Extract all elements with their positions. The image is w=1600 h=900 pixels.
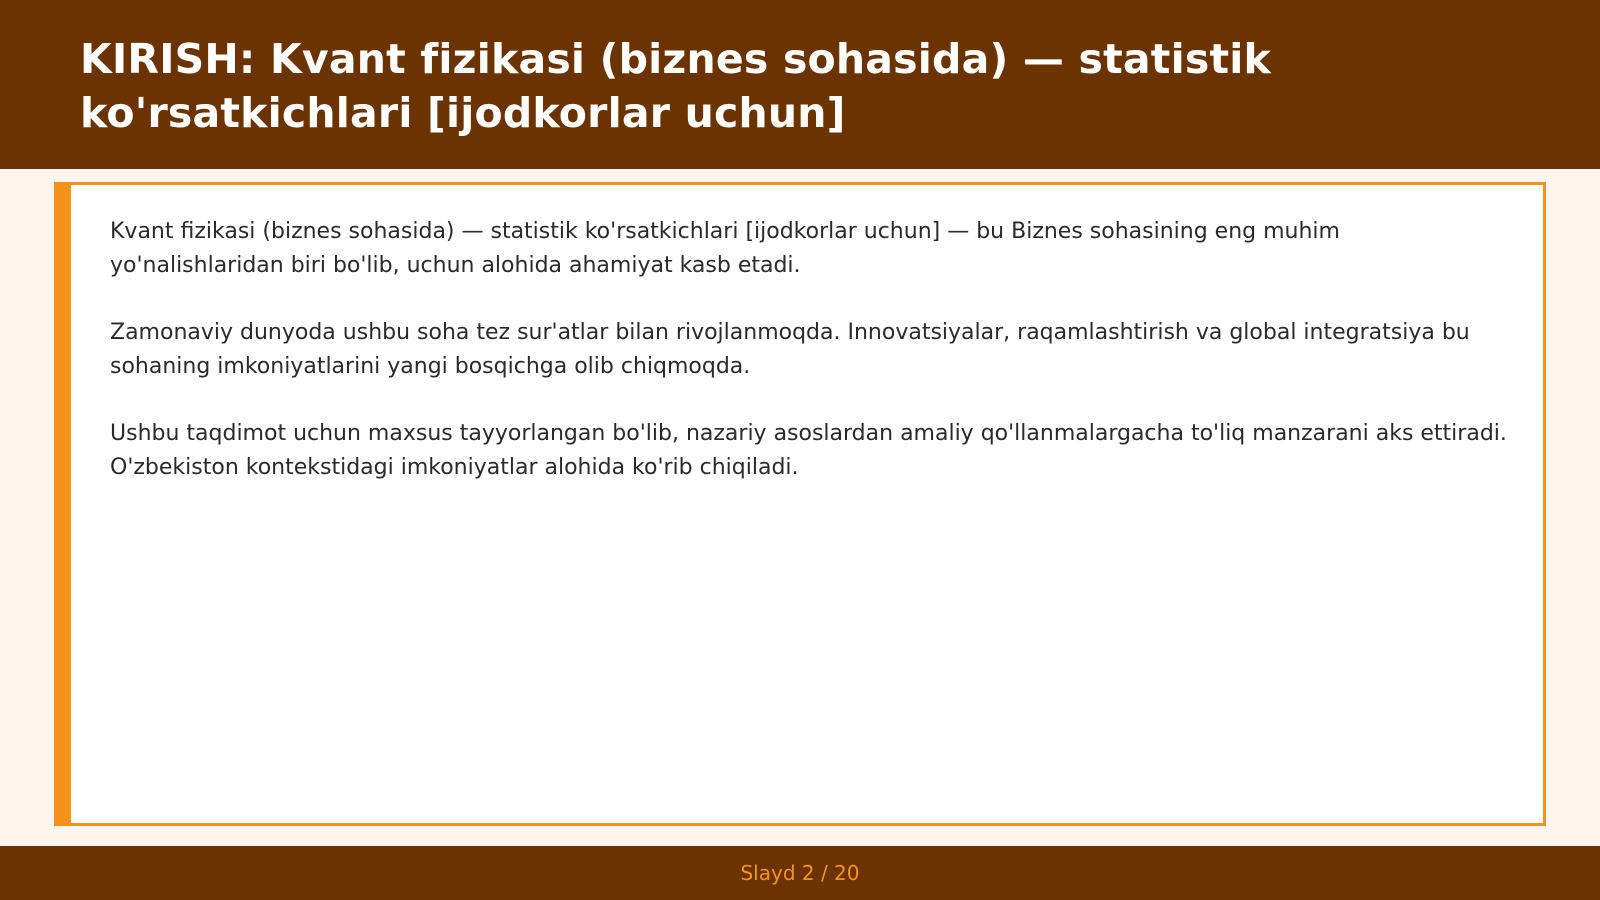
slide-header [0,0,1600,169]
paragraph-presentation-purpose: Ushbu taqdimot uchun maxsus tayyorlangan bo'lib, nazariy asoslardan amaliy qo'llanmalargacha to'liq manzarani aks ettiradi. O'zbekiston kontekstidagi imkoniyatlar alohida ko'rib chiqiladi. [110,421,1507,480]
paragraph-modern-world: Zamonaviy dunyoda ushbu soha tez sur'atlar bilan rivojlanmoqda. Innovatsiyalar, raqamlashtirish va global integratsiya bu sohaning imkoniyatlarini yangi bosqichga olib chiqmoqda. [110,320,1470,379]
slide-footer [0,846,1600,900]
content-card [54,182,1546,826]
slide-counter: Slayd 2 / 20 [740,861,860,885]
content-body [110,215,1510,518]
paragraph-intro: Kvant fizikasi (biznes sohasida) — statistik ko'rsatkichlari [ijodkorlar uchun] — bu Biznes sohasining eng muhim yo'nalishlaridan biri bo'lib, uchun alohida ahamiyat kasb etadi. [110,219,1340,278]
slide-title: KIRISH: Kvant fizikasi (biznes sohasida) — statistik ko'rsatkichlari [ijodkorlar uchun] [80,35,1271,137]
